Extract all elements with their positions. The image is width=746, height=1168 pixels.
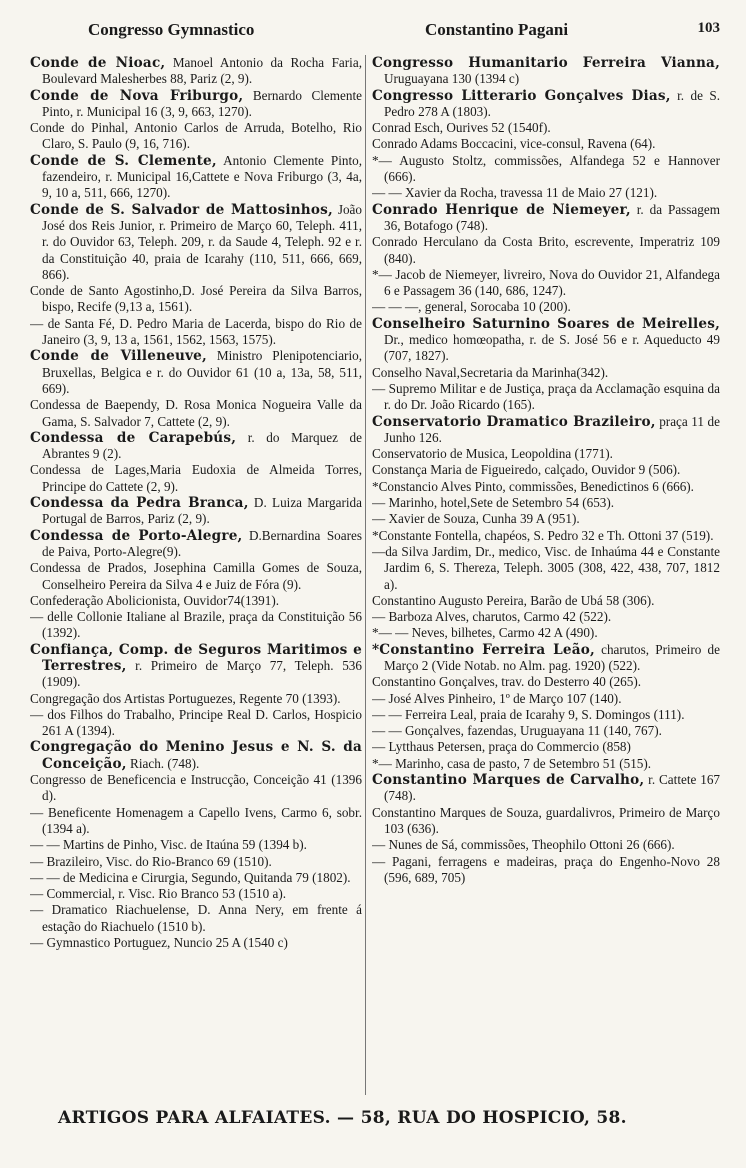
entry-text: Ministro Plenipotenciario, Bruxellas, Belgica e r. do Ouvidor 61 (10 a, 13a, 58, 511, 669). xyxy=(42,348,362,396)
directory-entry xyxy=(372,772,720,805)
entry-heading: Conde de S. Salvador de Mattosinhos, xyxy=(30,201,333,218)
entry-text: r. Primeiro de Março 77, Teleph. 536 (1909). xyxy=(42,657,362,690)
left-column xyxy=(30,55,362,1103)
entry-text: D. Luiza Margarida Portugal de Barros, Pariz (2, 9). xyxy=(42,495,362,527)
entry-text: D.Bernardina Soares de Paiva, Porto-Alegre(9). xyxy=(42,527,362,559)
directory-entry xyxy=(30,854,362,870)
directory-entry xyxy=(372,88,720,121)
entry-text: — — Ferreira Leal, praia de Icarahy 9, S. Domingos (111). xyxy=(372,706,685,722)
entry-text: r. do Marquez de Abrantes 9 (2). xyxy=(42,429,362,462)
directory-entry xyxy=(372,462,720,478)
entry-text: — Marinho, hotel,Sete de Setembro 54 (653). xyxy=(372,495,615,511)
entry-text: Constantino Augusto Pereira, Barão de Ubá 58 (306). xyxy=(372,592,655,608)
entry-heading: Condessa de Carapebús, xyxy=(30,429,237,446)
entry-text: —da Silva Jardim, Dr., medico, Visc. de Inhaúma 44 e Constante Jardim 6, S. Thereza, Teleph. 3005 (308, 422, 438, 707, 1812 a). xyxy=(372,543,720,592)
directory-entry xyxy=(30,283,362,316)
directory-entry xyxy=(372,316,720,365)
entry-text: Confederação Abolicionista, Ouvidor74(1391). xyxy=(30,592,280,608)
entry-text: praça 11 de Junho 126. xyxy=(384,413,720,445)
entry-text: Congresso de Beneficencia e Instrucção, Conceição 41 (1396 d). xyxy=(30,772,362,804)
entry-heading: Conde de Nioac, xyxy=(30,55,166,71)
entry-text: *— Marinho, casa de pasto, 7 de Setembro 51 (515). xyxy=(372,755,652,771)
directory-entry xyxy=(372,625,720,641)
entry-heading: Conselheiro Saturnino Soares de Meirelles, xyxy=(372,315,720,332)
directory-entry xyxy=(372,593,720,609)
entry-text: *— — Neves, bilhetes, Carmo 42 A (490). xyxy=(372,625,598,641)
directory-entry xyxy=(30,560,362,593)
entry-text: Conrado Adams Boccacini, vice-consul, Ravena (64). xyxy=(372,136,656,152)
entry-heading: Condessa de Porto-Alegre, xyxy=(30,527,243,544)
directory-entry xyxy=(372,837,720,853)
directory-entry xyxy=(372,185,720,201)
page-footer-advert: ARTIGOS PARA ALFAIATES. — 58, RUA DO HOSPICIO, 58. xyxy=(58,1108,627,1128)
directory-entry xyxy=(372,234,720,267)
entry-text: — Gymnastico Portuguez, Nuncio 25 A (1540 c) xyxy=(30,935,288,951)
entry-text: — Supremo Militar e de Justiça, praça da Acclamação esquina da r. do Dr. João Ricardo (165). xyxy=(372,380,720,413)
entry-heading: Congresso Humanitario Ferreira Vianna, xyxy=(372,55,720,71)
entry-text: Conrad Esch, Ourives 52 (1540f). xyxy=(372,120,551,136)
entry-heading: Conservatorio Dramatico Brazileiro, xyxy=(372,413,656,430)
directory-entry xyxy=(30,837,362,853)
directory-entry xyxy=(30,805,362,838)
entry-text: — Lytthaus Petersen, praça do Commercio (858) xyxy=(372,739,631,755)
entry-text: Conde do Pinhal, Antonio Carlos de Arruda, Botelho, Rio Claro, S. Paulo (9, 16, 716). xyxy=(30,120,362,152)
directory-entry xyxy=(372,739,720,755)
entry-text: Dr., medico homœopatha, r. de S. José 56 e r. Aqueducto 49 (707, 1827). xyxy=(384,332,720,364)
entry-text: Riach. (748). xyxy=(126,755,200,771)
directory-entry xyxy=(30,642,362,691)
entry-text: — Dramatico Riachuelense, D. Anna Nery, em frente á estação do Riachuelo (1510 b). xyxy=(30,902,362,934)
directory-entry xyxy=(30,609,362,642)
directory-entry xyxy=(372,511,720,527)
directory-entry xyxy=(372,609,720,625)
header-left-title: Congresso Gymnastico xyxy=(88,20,255,39)
directory-entry xyxy=(30,202,362,283)
directory-entry xyxy=(30,870,362,886)
entry-text: — — Gonçalves, fazendas, Uruguayana 11 (140, 767). xyxy=(372,723,662,739)
entry-heading: Conde de Villeneuve, xyxy=(30,348,207,365)
entry-text: Conservatorio de Musica, Leopoldina (1771). xyxy=(372,446,613,462)
entry-text: — de Santa Fé, D. Pedro Maria de Lacerda, bispo do Rio de Janeiro (3, 9, 13 a, 1561, 1562, 1563, 1575). xyxy=(30,315,362,348)
directory-entry xyxy=(372,120,720,136)
entry-text: Constança Maria de Figueiredo, calçado, Ouvidor 9 (506). xyxy=(372,462,681,478)
entry-text: r. Cattete 167 (748). xyxy=(384,772,720,804)
entry-text: — José Alves Pinheiro, 1º de Março 107 (140). xyxy=(372,690,622,706)
directory-entry xyxy=(372,805,720,838)
entry-text: — dos Filhos do Trabalho, Principe Real D. Carlos, Hospicio 261 A (1394). xyxy=(30,706,362,739)
directory-entry xyxy=(30,707,362,740)
directory-entry xyxy=(30,593,362,609)
entry-text: r. da Passagem 36, Botafogo (748). xyxy=(384,201,720,233)
directory-entry xyxy=(30,739,362,772)
entry-text: Conrado Herculano da Costa Brito, escrevente, Imperatriz 109 (840). xyxy=(372,234,720,266)
directory-entry xyxy=(372,414,720,447)
directory-entry xyxy=(372,674,720,690)
entry-heading: *Constantino Ferreira Leão, xyxy=(372,641,595,658)
directory-entry xyxy=(30,88,362,121)
entry-text: — — Martins de Pinho, Visc. de Itaúna 59 (1394 b). xyxy=(30,837,307,853)
entry-heading: Constantino Marques de Carvalho, xyxy=(372,772,645,789)
column-divider xyxy=(365,55,366,1095)
directory-entry xyxy=(30,886,362,902)
directory-entry xyxy=(30,935,362,951)
directory-entry xyxy=(372,642,720,675)
entry-text: Antonio Clemente Pinto, fazendeiro, r. Municipal 16,Cattete e Nova Friburgo (3, 4a, 9, 10 a, 511, 666, 1270). xyxy=(42,152,362,201)
directory-entry xyxy=(30,348,362,397)
directory-entry xyxy=(372,299,720,315)
entry-text: Bernardo Clemente Pinto, r. Municipal 16 (3, 9, 663, 1270). xyxy=(42,87,362,119)
entry-text: — Brazileiro, Visc. do Rio-Branco 69 (1510). xyxy=(30,853,272,869)
entry-text: Manoel Antonio da Rocha Faria, Boulevard Malesherbes 88, Pariz (2, 9). xyxy=(42,55,362,87)
directory-entry xyxy=(372,267,720,300)
entry-text: Condessa de Lages,Maria Eudoxia de Almeida Torres, Principe do Cattete (2, 9). xyxy=(30,462,362,494)
directory-entry xyxy=(30,772,362,805)
directory-entry xyxy=(372,446,720,462)
directory-entry xyxy=(372,691,720,707)
directory-entry xyxy=(372,136,720,152)
entry-text: *Constancio Alves Pinto, commissões, Benedictinos 6 (666). xyxy=(372,478,694,494)
directory-entry xyxy=(30,397,362,430)
entry-text: — Commercial, r. Visc. Rio Branco 53 (1510 a). xyxy=(30,886,287,902)
entry-text: Condessa de Prados, Josephina Camilla Gomes de Souza, Conselheiro Pereira da Silva 4 e Juiz de Fóra (9). xyxy=(30,560,362,592)
directory-entry xyxy=(30,153,362,202)
entry-heading: Congregação do Menino Jesus e N. S. da Conceição, xyxy=(30,739,362,772)
directory-entry xyxy=(372,153,720,186)
directory-entry xyxy=(372,495,720,511)
directory-entry xyxy=(372,707,720,723)
header-middle-title: Constantino Pagani xyxy=(425,20,569,39)
directory-entry xyxy=(30,528,362,561)
directory-entry xyxy=(372,381,720,414)
entry-text: charutos, Primeiro de Março 2 (Vide Notab. no Alm. pag. 1920) (522). xyxy=(384,641,720,673)
directory-entry xyxy=(30,120,362,153)
page-header xyxy=(30,20,720,44)
entry-text: Conselho Naval,Secretaria da Marinha(342). xyxy=(372,364,609,380)
directory-entry xyxy=(30,55,362,88)
entry-text: — Nunes de Sá, commissões, Theophilo Ottoni 26 (666). xyxy=(372,837,675,853)
entry-text: — Xavier de Souza, Cunha 39 A (951). xyxy=(372,511,580,527)
entry-text: *— Augusto Stoltz, commissões, Alfandega 52 e Hannover (666). xyxy=(372,152,720,185)
entry-text: Uruguayana 130 (1394 c) xyxy=(384,71,520,87)
entry-text: Condessa de Baependy, D. Rosa Monica Nogueira Valle da Gama, S. Salvador 7, Cattete (2, 9). xyxy=(30,397,362,429)
directory-entry xyxy=(30,902,362,935)
entry-text: Conde de Santo Agostinho,D. José Pereira da Silva Barros, bispo, Recife (9,13 a, 1561). xyxy=(30,283,362,315)
directory-entry xyxy=(372,365,720,381)
directory-entry xyxy=(372,202,720,235)
entry-text: — — de Medicina e Cirurgia, Segundo, Quitanda 79 (1802). xyxy=(30,869,351,885)
entry-text: — — —, general, Sorocaba 10 (200). xyxy=(372,299,571,315)
directory-entry xyxy=(372,55,720,88)
entry-text: João José dos Reis Junior, r. Primeiro de Março 60, Teleph. 411, r. do Ouvidor 63, Teleph. 209, r. da Saude 4, Teleph. 92 e r. da Constituição 40, praia de Icarahy (110, 511, 666, 669, 866). xyxy=(42,201,362,282)
entry-text: Constantino Marques de Souza, guardalivros, Primeiro de Março 103 (636). xyxy=(372,804,720,836)
entry-heading: Condessa da Pedra Branca, xyxy=(30,495,249,512)
directory-entry xyxy=(372,723,720,739)
entry-text: r. de S. Pedro 278 A (1803). xyxy=(384,87,720,119)
directory-entry xyxy=(372,528,720,544)
directory-entry xyxy=(30,430,362,463)
directory-entry xyxy=(372,756,720,772)
entry-heading: Congresso Litterario Gonçalves Dias, xyxy=(372,87,671,104)
directory-entry xyxy=(372,544,720,593)
directory-entry xyxy=(372,479,720,495)
entry-text: *Constante Fontella, chapéos, S. Pedro 32 e Th. Ottoni 37 (519). xyxy=(372,527,714,543)
entry-heading: Conrado Henrique de Niemeyer, xyxy=(372,201,631,218)
entry-heading: Conde de Nova Friburgo, xyxy=(30,87,244,104)
entry-text: *— Jacob de Niemeyer, livreiro, Nova do Ouvidor 21, Alfandega 6 e Passagem 36 (140, 686, 1247). xyxy=(372,266,720,299)
right-column xyxy=(372,55,720,1103)
entry-text: — delle Collonie Italiane al Brazile, praça da Constituição 56 (1392). xyxy=(30,609,362,641)
directory-entry xyxy=(30,495,362,528)
directory-entry xyxy=(30,691,362,707)
entry-text: Constantino Gonçalves, trav. do Desterro 40 (265). xyxy=(372,674,642,690)
entry-text: — — Xavier da Rocha, travessa 11 de Maio 27 (121). xyxy=(372,185,658,201)
entry-text: Congregação dos Artistas Portuguezes, Regente 70 (1393). xyxy=(30,690,341,706)
entry-heading: Conde de S. Clemente, xyxy=(30,152,217,169)
entry-text: — Beneficente Homenagem a Capello Ivens, Carmo 6, sobr. (1394 a). xyxy=(30,804,362,836)
page-number: 103 xyxy=(697,20,720,36)
directory-entry xyxy=(30,462,362,495)
directory-entry xyxy=(372,854,720,887)
directory-entry xyxy=(30,316,362,349)
entry-heading: Confiança, Comp. de Seguros Maritimos e Terrestres, xyxy=(30,641,362,674)
entry-text: — Pagani, ferragens e madeiras, praça do Engenho-Novo 28 (596, 689, 705) xyxy=(372,853,720,885)
entry-text: — Barboza Alves, charutos, Carmo 42 (522). xyxy=(372,609,612,625)
